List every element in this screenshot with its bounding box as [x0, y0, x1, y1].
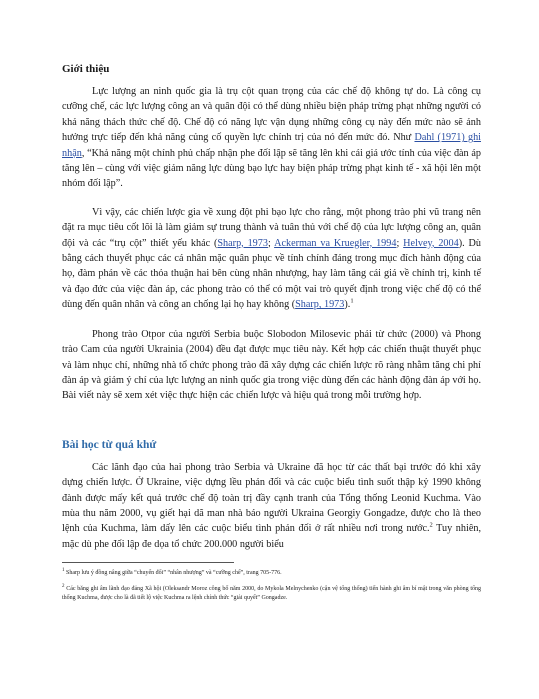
citation-link-helvey[interactable]: Helvey, 2004	[403, 237, 459, 249]
footnote-text: Các băng ghi âm lãnh đạo đảng Xã hội (Oleksandr Moroz công bố năm 2000, do Mykola Melnychenko (cận vệ tổng thống) tiến hành ghi âm bí mật trong văn phòng tổng thống Kuchma, được cho là đã tiết lộ việc Kuchma ra lệnh chính thức “giải quyết” Gongadze.	[62, 586, 481, 602]
text-run: ).	[344, 299, 351, 311]
text-run: ). Dù bằng cách thuyết phục các cá nhân mặc quân phục về tính chính đáng trong mục đích hành động của họ, đàm phán về các thỏa thuận hai bên cùng nhân nhượng, hay làm tăng cái giá về chính trị, kinh tế và đạo đức của việc đàn áp, các phong trào có thể có một vai trò quyết định trong việc chế độ có thể dùng đến quân nhân và công an chống lại họ hay không (	[62, 237, 481, 311]
text-run: Các lãnh đạo của hai phong trào Serbia và Ukraine đã học từ các thất bại trước đó khi xây dựng chiến lược. Ở Ukraine, việc dựng lều phản đối và các cuộc biểu tình suốt thập kỷ 1990 không đành được mấy kết quả trước chế độ toàn trị đầy cạnh tranh của Tổng thống Leonid Kuchma. Vào mùa thu năm 2000, vụ giết hại dã man nhà báo người Ukraina Georgiy Gongadze, được cho là theo lệnh của Kuchma, làm dấy lên các cuộc biểu tình phản đối ở rất nhiều nơi trong nước.	[62, 461, 481, 535]
footnote-2	[62, 585, 481, 603]
citation-link-ackerman[interactable]: Ackerman va Kruegler, 1994	[274, 237, 397, 249]
citation-link-sharp-1973-b[interactable]: Sharp, 1973	[295, 299, 345, 311]
paragraph-intro-2	[62, 205, 481, 313]
footnote-separator	[62, 562, 234, 563]
text-run: Tuy nhiên, mặc dù phe đối lập đe dọa tổ chức 200.000 người biểu	[62, 523, 481, 550]
text-run: , “Khả năng một chính phủ chấp nhận phe đối lập sẽ tăng lên khi cái giá ước tính của việc đàn áp tăng lên – cùng với việc giảm năng lực dùng bạo lực hay biện pháp trừng phạt kinh tế - xã hội lên một nhóm đối lập”.	[62, 147, 481, 190]
section-heading-intro: Giới thiệu	[62, 63, 110, 75]
footnote-1	[62, 569, 481, 578]
text-run: ;	[396, 237, 404, 249]
paragraph-intro-1	[62, 84, 481, 192]
text-run: ;	[267, 237, 275, 249]
section-heading-lessons: Bài học từ quá khứ	[62, 438, 157, 451]
text-run: Lực lượng an ninh quốc gia là trụ cột quan trọng của các chế độ không tự do. Là công cụ cưỡng chế, các lực lượng công an và quân đội có thể dùng nhiều biện pháp trừng phạt những người có khả năng thách thức chế độ. Chế độ có năng lực vận dụng những công cụ này đến mức nào sẽ ảnh hưởng trực tiếp đến khả năng củng cố quyền lực chính trị của nó đến mức đó. Như	[62, 86, 481, 144]
footnote-ref-2[interactable]: 2	[429, 521, 433, 529]
text-run: Vì vậy, các chiến lược gia về xung đột phi bạo lực cho rằng, một phong trào phi vũ trang nên đặt ra mục tiêu cốt lõi là làm giảm sự trung thành và tuân thủ với chế độ của lực lượng công an, quân đội và các “trụ cột” thiết yếu khác (	[62, 206, 481, 249]
citation-link-sharp-1973[interactable]: Sharp, 1973	[217, 237, 268, 249]
citation-link-dahl[interactable]: Dahl (1971) ghi nhận	[62, 132, 481, 159]
footnote-text: Sharp lưu ý đồng nâng giữa “chuyển đổi” “nhân nhượng” và “cưỡng chế”, trang 705-776.	[64, 570, 282, 577]
footnote-number: 2	[62, 584, 65, 590]
footnote-number: 1	[62, 568, 65, 574]
paragraph-intro-3: Phong trào Otpor của người Serbia buộc Slobodon Milosevic phải từ chức (2000) và Phong trào Cam của người Ukrainia (2004) đều đạt được mục tiêu này. Kết hợp các chiến thuật thuyết phục và làm nhục chí, những nhà tổ chức phong trào đã xây dựng các chiến lược rõ ràng nhằm tăng chi phí đàn áp và giảm ý chí của lực lượng an ninh quốc gia trong việc dùng đến các hành động đàn áp với họ. Bài viết này sẽ xem xét việc thực hiện các chiến lược và hiệu quả trong mỗi trường hợp.	[62, 328, 482, 402]
footnote-ref-1[interactable]: 1	[350, 297, 354, 305]
paragraph-lessons-1	[62, 460, 481, 552]
